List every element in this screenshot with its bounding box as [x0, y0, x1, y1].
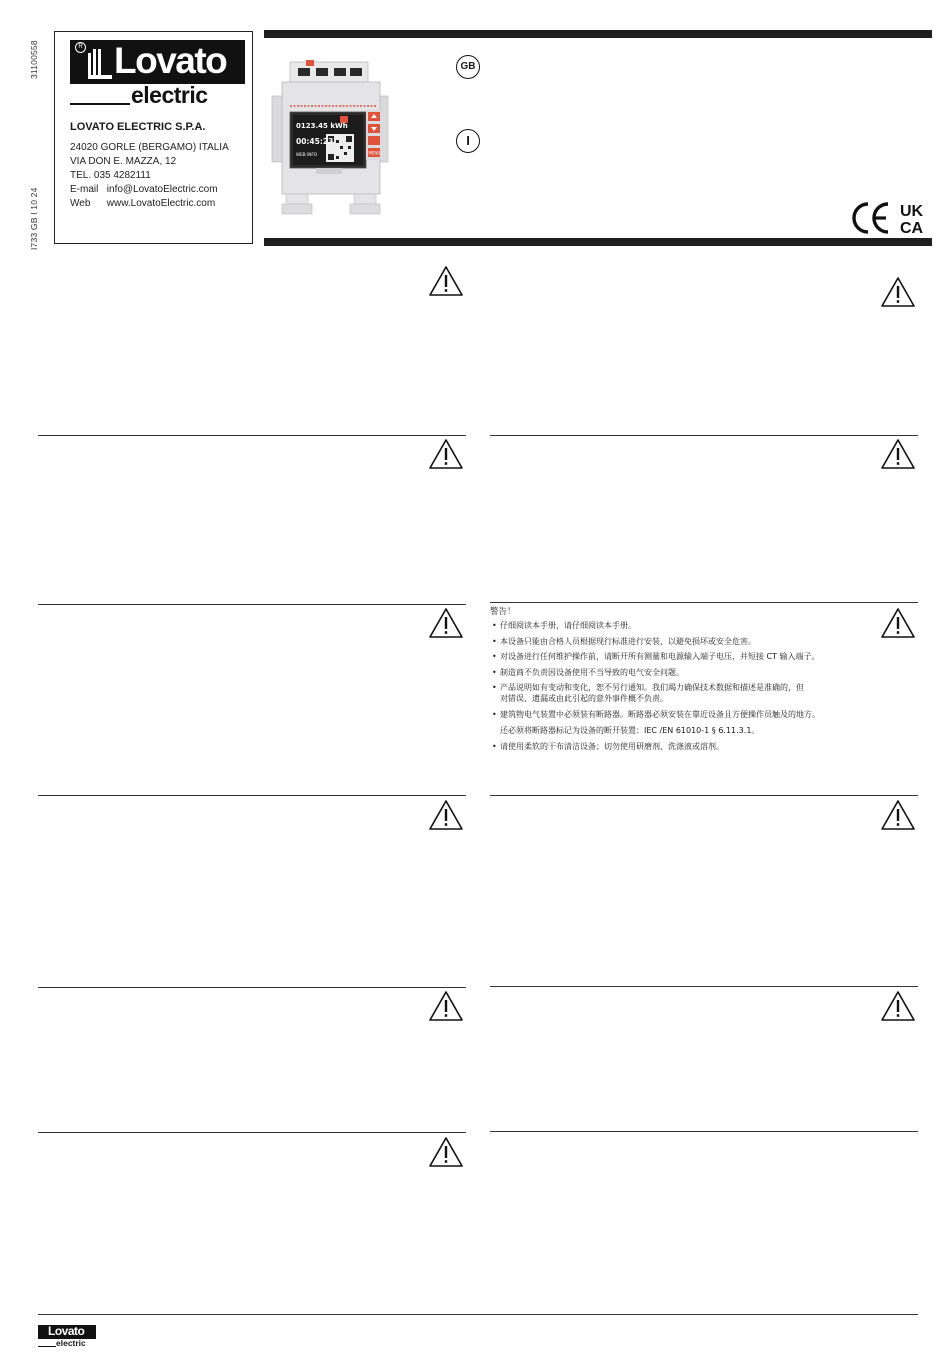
warning-triangle-icon [428, 438, 464, 470]
chinese-warning-section [490, 605, 890, 756]
warning-item: • 对设备进行任何维护操作前，请断开所有测量和电源输入端子电压，并短接 CT 输入端子。 [492, 652, 820, 662]
email-label: E-mail [70, 184, 99, 195]
company-web-row [70, 198, 215, 209]
warning-triangle-icon [880, 799, 916, 831]
separator-left-1 [38, 435, 466, 436]
warning-item: • 仔细阅读本手册，请仔细阅读本手册。 [492, 621, 636, 630]
warning-triangle-icon [428, 265, 464, 297]
company-name: LOVATO ELECTRIC S.P.A. [70, 121, 206, 133]
ce-ukca-marks [848, 200, 934, 236]
warning-triangle-icon [428, 990, 464, 1022]
ukca-top: UK [900, 203, 924, 220]
device-menu-key: MENU [368, 150, 381, 156]
document-revision: I733 GB I 10 24 [29, 187, 39, 250]
warning-item: • 产品说明如有变动和变化，恕不另行通知。我们竭力确保技术数据和描述是准确的，但 [492, 683, 804, 693]
device-reading-time: 00:45:23 [296, 137, 334, 146]
separator-right-1 [490, 435, 918, 436]
separator-left-5 [38, 1132, 466, 1133]
company-tel: TEL. 035 4282111 [70, 170, 151, 181]
warning-item: • 建筑物电气装置中必须装有断路器。断路器必须安装在靠近设备且方便操作员触及的地方。 [492, 709, 820, 719]
company-address-2: VIA DON E. MAZZA, 12 [70, 156, 177, 167]
web-link[interactable]: www.LovatoElectric.com [106, 198, 216, 209]
separator-right-3 [490, 795, 918, 796]
device-reading-energy: 0123.45 kWh [296, 122, 348, 130]
logo-underline [70, 103, 130, 105]
document-number: 31100558 [29, 40, 39, 79]
ukca-bottom: CA [900, 220, 924, 236]
ce-mark-text: CE [848, 200, 850, 201]
header-bottom-bar [264, 238, 932, 246]
header-top-bar [264, 30, 932, 38]
separator-right-2 [490, 602, 918, 603]
language-it-badge: I [456, 129, 480, 153]
warning-triangle-icon [880, 990, 916, 1022]
registered-mark-icon: R [75, 42, 86, 53]
company-address-1: 24020 GORLE (BERGAMO) ITALIA [70, 142, 229, 153]
footer-logo-word: Lovato [48, 1324, 85, 1338]
footer-logo [38, 1325, 98, 1349]
language-gb-badge: GB [456, 55, 480, 79]
company-box [54, 31, 253, 244]
separator-left-4 [38, 987, 466, 988]
warning-item-continuation: 还必须将断路器标记为设备的断开装置：IEC /EN 61010-1 § 6.11.3.1。 [500, 725, 760, 735]
warning-item: • 制造商不负责因设备使用不当导致的电气安全问题。 [492, 667, 684, 677]
company-email-row [70, 184, 218, 195]
warning-item-continuation: 对错误、遗漏或由此引起的意外事件概不负责。 [500, 694, 668, 704]
footer-logo-underline [38, 1346, 56, 1347]
email-link[interactable]: info@LovatoElectric.com [106, 184, 218, 195]
separator-left-2 [38, 604, 466, 605]
device-web-text: WEB INFO [296, 152, 318, 157]
separator-right-5 [490, 1131, 918, 1132]
separator-right-4 [490, 986, 918, 987]
warning-triangle-icon [428, 1136, 464, 1168]
warning-item: • 本设备只能由合格人员根据现行标准进行安装，以避免损坏或安全危害。 [492, 636, 756, 646]
footer-line [38, 1314, 918, 1315]
logo-wordmark: Lovato [114, 40, 227, 81]
lovato-logo [70, 40, 245, 84]
separator-left-3 [38, 795, 466, 796]
warning-item: • 请使用柔软的干布清洁设备；切勿使用研磨剂、洗涤液或溶剂。 [492, 741, 724, 751]
warning-triangle-icon [880, 438, 916, 470]
warning-triangle-icon [880, 276, 916, 308]
footer-logo-sub: electric [56, 1338, 86, 1348]
web-label: Web [70, 198, 91, 209]
warning-triangle-icon [428, 799, 464, 831]
chinese-warning-title: 警告！ [490, 607, 516, 617]
warning-triangle-icon [428, 607, 464, 639]
logo-subtitle: electric [131, 82, 208, 108]
device-illustration [268, 56, 398, 218]
